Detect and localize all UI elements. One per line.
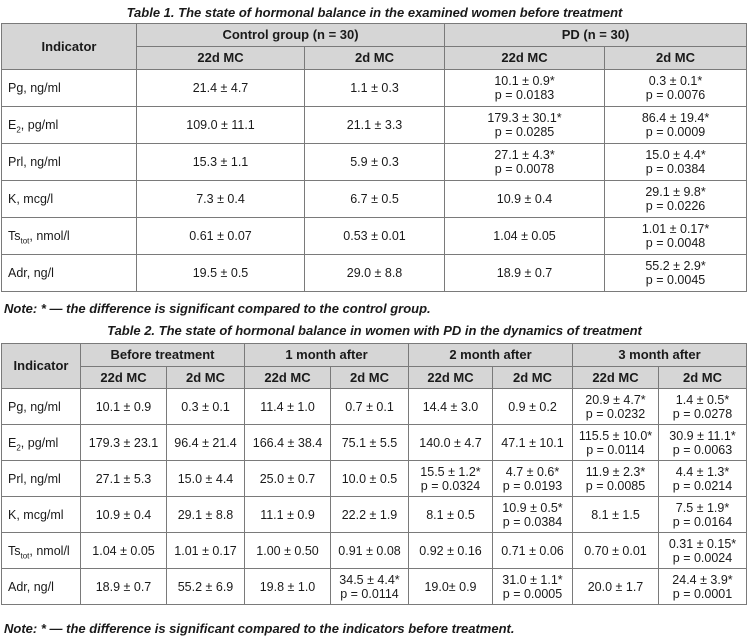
value-cell	[605, 107, 747, 144]
indicator-cell	[2, 389, 81, 425]
indicator-subscript: tot	[20, 236, 30, 246]
cell-value: 4.7 ± 0.6*	[505, 464, 560, 479]
cell-value: 25.0 ± 0.7	[259, 471, 316, 486]
indicator-label-unit: , pg/ml	[20, 435, 59, 450]
value-cell	[409, 389, 493, 425]
cell-p-value: p = 0.0076	[645, 88, 706, 102]
cell-value: 86.4 ± 19.4*	[641, 111, 710, 125]
value-cell	[445, 144, 605, 181]
cell-p-value: p = 0.0183	[494, 88, 555, 102]
group-header-before: Before treatment	[81, 344, 245, 367]
group-header-3-month: 3 month after	[573, 344, 747, 367]
table-row	[2, 461, 747, 497]
indicator-cell	[2, 218, 137, 255]
value-cell	[409, 461, 493, 497]
cell-value: 0.91 ± 0.08	[338, 543, 401, 558]
value-cell	[305, 255, 445, 292]
cell-value: 29.0 ± 8.8	[346, 266, 403, 280]
cell-value: 55.2 ± 6.9	[177, 579, 234, 594]
table2-caption: Table 2. The state of hormonal balance in women with PD in the dynamics of treatment	[107, 323, 642, 338]
subheader: 22d MC	[573, 367, 659, 389]
cell-value: 20.9 ± 4.7*	[585, 392, 646, 407]
value-cell	[659, 497, 747, 533]
indicator-label-unit: , nmol/l	[29, 229, 70, 243]
table-row	[2, 218, 747, 255]
cell-value: 10.1 ± 0.9	[95, 399, 152, 414]
cell-value: 0.3 ± 0.1	[181, 399, 230, 414]
cell-value: 0.53 ± 0.01	[343, 229, 406, 243]
indicator-header: Indicator	[2, 24, 137, 70]
indicator-cell	[2, 107, 137, 144]
table-row	[2, 497, 747, 533]
value-cell	[137, 107, 305, 144]
cell-p-value: p = 0.0278	[672, 406, 733, 421]
value-cell	[137, 144, 305, 181]
cell-p-value: p = 0.0001	[672, 586, 733, 601]
value-cell	[445, 218, 605, 255]
cell-value: 10.9 ± 0.5*	[502, 500, 563, 515]
cell-p-value: p = 0.0009	[645, 125, 706, 139]
value-cell	[305, 107, 445, 144]
indicator-cell	[2, 533, 81, 569]
value-cell	[245, 497, 331, 533]
value-cell	[81, 425, 167, 461]
cell-value: 5.9 ± 0.3	[350, 155, 399, 169]
cell-value: 0.71 ± 0.06	[501, 543, 564, 558]
value-cell	[445, 107, 605, 144]
cell-value: 19.0± 0.9	[424, 579, 477, 594]
cell-value: 1.4 ± 0.5*	[675, 392, 730, 407]
subheader: 22d MC	[245, 367, 331, 389]
cell-value: 15.5 ± 1.2*	[420, 464, 481, 479]
cell-p-value: p = 0.0384	[645, 162, 706, 176]
cell-value: 14.4 ± 3.0	[422, 399, 479, 414]
table1	[1, 23, 747, 292]
cell-value: 0.31 ± 0.15*	[668, 536, 737, 551]
cell-value: 20.0 ± 1.7	[587, 579, 644, 594]
indicator-cell	[2, 255, 137, 292]
group-header-1-month: 1 month after	[245, 344, 409, 367]
value-cell	[573, 425, 659, 461]
cell-value: 0.7 ± 0.1	[345, 399, 394, 414]
cell-value: 7.3 ± 0.4	[196, 192, 245, 206]
cell-p-value: p = 0.0005	[502, 586, 563, 601]
cell-value: 179.3 ± 23.1	[88, 435, 159, 450]
cell-value: 0.3 ± 0.1*	[648, 74, 703, 88]
cell-p-value: p = 0.0226	[645, 199, 706, 213]
cell-value: 7.5 ± 1.9*	[675, 500, 730, 515]
group-header-2-month: 2 month after	[409, 344, 573, 367]
subheader: 22d MC	[81, 367, 167, 389]
table2	[1, 343, 747, 605]
indicator-cell	[2, 70, 137, 107]
value-cell	[573, 533, 659, 569]
table1-body	[2, 70, 747, 292]
value-cell	[305, 181, 445, 218]
value-cell	[167, 389, 245, 425]
indicator-subscript: 2	[16, 443, 21, 452]
indicator-cell	[2, 497, 81, 533]
cell-value: 24.4 ± 3.9*	[672, 572, 733, 587]
cell-value: 0.9 ± 0.2	[508, 399, 557, 414]
cell-p-value: p = 0.0285	[494, 125, 555, 139]
cell-value: 75.1 ± 5.5	[341, 435, 398, 450]
indicator-cell	[2, 569, 81, 605]
indicator-label: Adr, ng/l	[8, 579, 54, 594]
value-cell	[81, 533, 167, 569]
cell-value: 0.61 ± 0.07	[189, 229, 252, 243]
cell-value: 11.4 ± 1.0	[260, 399, 315, 414]
value-cell	[445, 70, 605, 107]
cell-value: 19.8 ± 1.0	[259, 579, 316, 594]
table-row	[2, 425, 747, 461]
cell-value: 27.1 ± 4.3*	[494, 148, 555, 162]
value-cell	[245, 389, 331, 425]
value-cell	[331, 461, 409, 497]
cell-value: 55.2 ± 2.9*	[645, 259, 706, 273]
cell-value: 8.1 ± 1.5	[591, 507, 640, 522]
indicator-label: E	[8, 435, 17, 450]
value-cell	[305, 70, 445, 107]
value-cell	[245, 569, 331, 605]
cell-value: 15.3 ± 1.1	[192, 155, 249, 169]
indicator-label: Prl, ng/ml	[8, 155, 61, 169]
value-cell	[81, 389, 167, 425]
cell-value: 1.00 ± 0.50	[256, 543, 319, 558]
subheader: 2d MC	[493, 367, 573, 389]
cell-value: 1.04 ± 0.05	[92, 543, 155, 558]
cell-value: 0.70 ± 0.01	[584, 543, 647, 558]
cell-p-value: p = 0.0164	[672, 514, 733, 529]
table-row	[2, 569, 747, 605]
indicator-cell	[2, 425, 81, 461]
subheader: 22d MC	[409, 367, 493, 389]
cell-value: 10.1 ± 0.9*	[494, 74, 555, 88]
value-cell	[605, 70, 747, 107]
value-cell	[573, 461, 659, 497]
value-cell	[409, 569, 493, 605]
subheader: 2d MC	[659, 367, 747, 389]
cell-p-value: p = 0.0063	[672, 442, 733, 457]
cell-value: 1.01 ± 0.17	[174, 543, 237, 558]
indicator-cell	[2, 461, 81, 497]
cell-value: 4.4 ± 1.3*	[675, 464, 730, 479]
cell-value: 1.1 ± 0.3	[350, 81, 399, 95]
indicator-label: E	[8, 118, 17, 132]
table1-caption: Table 1. The state of hormonal balance in the examined women before treatment	[126, 5, 623, 20]
cell-p-value: p = 0.0048	[645, 236, 706, 250]
table-row	[2, 144, 747, 181]
indicator-label: K, mcg/l	[8, 192, 54, 206]
indicator-label: Pg, ng/ml	[8, 81, 61, 95]
table-row	[2, 255, 747, 292]
value-cell	[493, 389, 573, 425]
cell-value: 30.9 ± 11.1*	[669, 428, 736, 443]
value-cell	[137, 255, 305, 292]
cell-value: 34.5 ± 4.4*	[339, 572, 400, 587]
value-cell	[167, 569, 245, 605]
value-cell	[605, 218, 747, 255]
cell-value: 10.9 ± 0.4	[95, 507, 152, 522]
cell-value: 6.7 ± 0.5	[350, 192, 399, 206]
value-cell	[409, 533, 493, 569]
cell-value: 179.3 ± 30.1*	[487, 111, 562, 125]
value-cell	[167, 497, 245, 533]
indicator-header: Indicator	[2, 344, 81, 389]
cell-p-value: p = 0.0384	[502, 514, 563, 529]
cell-p-value: p = 0.0114	[340, 586, 399, 601]
subheader: 2d MC	[605, 47, 747, 70]
cell-value: 8.1 ± 0.5	[426, 507, 475, 522]
indicator-label: Prl, ng/ml	[8, 471, 61, 486]
value-cell	[409, 425, 493, 461]
value-cell	[245, 425, 331, 461]
value-cell	[331, 533, 409, 569]
value-cell	[245, 533, 331, 569]
value-cell	[493, 569, 573, 605]
value-cell	[305, 218, 445, 255]
indicator-label-unit: , nmol/l	[29, 543, 70, 558]
cell-value: 1.04 ± 0.05	[493, 229, 556, 243]
indicator-label: Adr, ng/l	[8, 266, 54, 280]
table1-note: Note: * — the difference is significant compared to the control group.	[4, 301, 431, 316]
value-cell	[81, 497, 167, 533]
value-cell	[659, 461, 747, 497]
value-cell	[305, 144, 445, 181]
value-cell	[659, 533, 747, 569]
subheader: 22d MC	[445, 47, 605, 70]
cell-p-value: p = 0.0024	[672, 550, 733, 565]
cell-p-value: p = 0.0085	[585, 478, 646, 493]
indicator-subscript: tot	[20, 551, 30, 560]
table-row	[2, 70, 747, 107]
control-group-header: Control group (n = 30)	[137, 24, 445, 47]
indicator-label: Ts	[8, 543, 21, 558]
subheader: 2d MC	[167, 367, 245, 389]
value-cell	[331, 497, 409, 533]
value-cell	[605, 144, 747, 181]
cell-p-value: p = 0.0193	[502, 478, 563, 493]
cell-p-value: p = 0.0114	[586, 442, 645, 457]
cell-value: 115.5 ± 10.0*	[578, 428, 653, 443]
cell-value: 109.0 ± 11.1	[186, 118, 255, 132]
value-cell	[493, 533, 573, 569]
value-cell	[493, 461, 573, 497]
table-row	[2, 533, 747, 569]
table2-body	[2, 389, 747, 605]
cell-value: 0.92 ± 0.16	[419, 543, 482, 558]
subheader: 2d MC	[331, 367, 409, 389]
cell-p-value: p = 0.0214	[672, 478, 733, 493]
indicator-subscript: 2	[16, 125, 21, 135]
indicator-label: Ts	[8, 229, 21, 243]
subheader: 22d MC	[137, 47, 305, 70]
cell-value: 10.9 ± 0.4	[496, 192, 553, 206]
value-cell	[137, 70, 305, 107]
cell-value: 29.1 ± 8.8	[177, 507, 234, 522]
value-cell	[659, 389, 747, 425]
value-cell	[331, 425, 409, 461]
table-row	[2, 389, 747, 425]
cell-value: 29.1 ± 9.8*	[645, 185, 706, 199]
subheader: 2d MC	[305, 47, 445, 70]
indicator-cell	[2, 144, 137, 181]
value-cell	[605, 255, 747, 292]
cell-value: 19.5 ± 0.5	[192, 266, 249, 280]
value-cell	[245, 461, 331, 497]
value-cell	[167, 425, 245, 461]
cell-p-value: p = 0.0078	[494, 162, 555, 176]
value-cell	[137, 181, 305, 218]
value-cell	[445, 255, 605, 292]
value-cell	[167, 461, 245, 497]
cell-value: 22.2 ± 1.9	[341, 507, 398, 522]
cell-value: 27.1 ± 5.3	[95, 471, 152, 486]
table-row	[2, 181, 747, 218]
cell-value: 11.9 ± 2.3*	[585, 464, 646, 479]
cell-value: 15.0 ± 4.4	[177, 471, 234, 486]
value-cell	[573, 389, 659, 425]
value-cell	[493, 497, 573, 533]
table2-note: Note: * — the difference is significant compared to the indicators before treatment.	[4, 621, 515, 636]
value-cell	[81, 569, 167, 605]
cell-value: 1.01 ± 0.17*	[641, 222, 710, 236]
table-row	[2, 107, 747, 144]
cell-value: 96.4 ± 21.4	[174, 435, 237, 450]
value-cell	[445, 181, 605, 218]
cell-p-value: p = 0.0045	[645, 273, 706, 287]
value-cell	[331, 389, 409, 425]
cell-value: 18.9 ± 0.7	[95, 579, 152, 594]
cell-p-value: p = 0.0324	[420, 478, 481, 493]
value-cell	[605, 181, 747, 218]
value-cell	[573, 497, 659, 533]
value-cell	[137, 218, 305, 255]
cell-value: 31.0 ± 1.1*	[502, 572, 563, 587]
value-cell	[331, 569, 409, 605]
cell-value: 10.0 ± 0.5	[341, 471, 398, 486]
cell-p-value: p = 0.0232	[585, 406, 646, 421]
indicator-label-unit: , pg/ml	[20, 118, 59, 132]
cell-value: 18.9 ± 0.7	[496, 266, 553, 280]
value-cell	[659, 425, 747, 461]
cell-value: 15.0 ± 4.4*	[645, 148, 706, 162]
pd-group-header: PD (n = 30)	[445, 24, 747, 47]
cell-value: 47.1 ± 10.1	[501, 435, 564, 450]
value-cell	[659, 569, 747, 605]
cell-value: 21.4 ± 4.7	[192, 81, 249, 95]
indicator-label: Pg, ng/ml	[8, 399, 61, 414]
cell-value: 11.1 ± 0.9	[260, 507, 315, 522]
indicator-cell	[2, 181, 137, 218]
cell-value: 166.4 ± 38.4	[252, 435, 323, 450]
cell-value: 140.0 ± 4.7	[419, 435, 482, 450]
value-cell	[167, 533, 245, 569]
value-cell	[493, 425, 573, 461]
value-cell	[573, 569, 659, 605]
cell-value: 21.1 ± 3.3	[346, 118, 403, 132]
indicator-label: K, mcg/ml	[8, 507, 64, 522]
value-cell	[409, 497, 493, 533]
value-cell	[81, 461, 167, 497]
